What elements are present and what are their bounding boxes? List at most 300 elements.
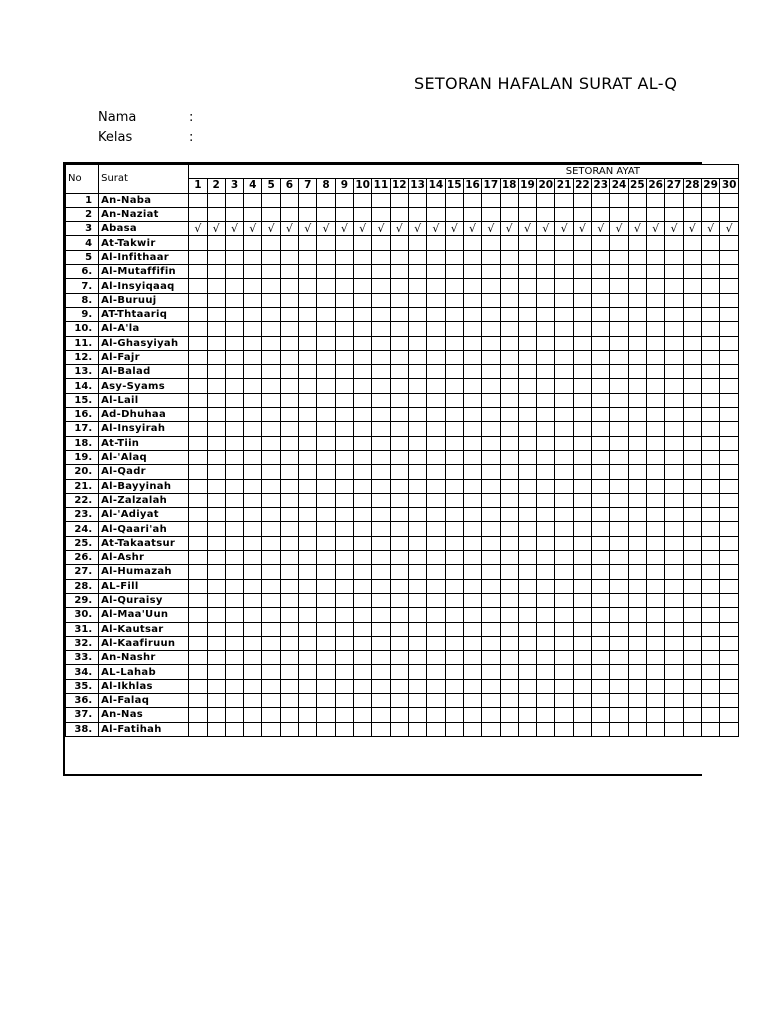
ayat-check-cell[interactable] <box>427 679 445 693</box>
ayat-check-cell[interactable] <box>518 293 536 307</box>
ayat-check-cell[interactable] <box>592 636 610 650</box>
ayat-check-cell[interactable] <box>500 608 518 622</box>
ayat-check-cell[interactable] <box>665 365 683 379</box>
ayat-check-cell[interactable] <box>665 379 683 393</box>
ayat-check-cell[interactable] <box>573 579 591 593</box>
ayat-check-cell[interactable] <box>335 679 353 693</box>
ayat-check-cell[interactable] <box>317 522 335 536</box>
ayat-check-cell[interactable] <box>592 536 610 550</box>
ayat-check-cell[interactable] <box>445 307 463 321</box>
ayat-check-cell[interactable]: √ <box>317 222 335 236</box>
ayat-check-cell[interactable] <box>354 293 372 307</box>
ayat-check-cell[interactable] <box>592 322 610 336</box>
ayat-check-cell[interactable] <box>500 693 518 707</box>
ayat-check-cell[interactable] <box>500 293 518 307</box>
ayat-check-cell[interactable] <box>225 379 243 393</box>
ayat-check-cell[interactable]: √ <box>482 222 500 236</box>
ayat-check-cell[interactable] <box>354 708 372 722</box>
ayat-check-cell[interactable] <box>500 265 518 279</box>
ayat-check-cell[interactable] <box>647 679 665 693</box>
ayat-check-cell[interactable] <box>482 193 500 207</box>
ayat-check-cell[interactable] <box>592 293 610 307</box>
ayat-check-cell[interactable] <box>463 536 481 550</box>
ayat-check-cell[interactable] <box>518 622 536 636</box>
ayat-check-cell[interactable] <box>189 722 207 736</box>
ayat-check-cell[interactable] <box>280 279 298 293</box>
ayat-check-cell[interactable] <box>720 579 739 593</box>
ayat-check-cell[interactable] <box>207 579 225 593</box>
ayat-check-cell[interactable] <box>463 422 481 436</box>
ayat-check-cell[interactable] <box>225 579 243 593</box>
ayat-check-cell[interactable] <box>500 722 518 736</box>
ayat-check-cell[interactable] <box>427 465 445 479</box>
ayat-check-cell[interactable] <box>518 551 536 565</box>
ayat-check-cell[interactable] <box>408 679 426 693</box>
ayat-check-cell[interactable] <box>555 565 573 579</box>
ayat-check-cell[interactable] <box>628 593 646 607</box>
ayat-check-cell[interactable] <box>628 565 646 579</box>
ayat-check-cell[interactable] <box>445 722 463 736</box>
ayat-check-cell[interactable] <box>354 265 372 279</box>
ayat-check-cell[interactable] <box>683 322 701 336</box>
ayat-check-cell[interactable] <box>335 436 353 450</box>
ayat-check-cell[interactable] <box>720 493 739 507</box>
ayat-check-cell[interactable] <box>701 293 719 307</box>
ayat-check-cell[interactable] <box>610 422 628 436</box>
ayat-check-cell[interactable] <box>592 236 610 250</box>
ayat-check-cell[interactable] <box>207 307 225 321</box>
ayat-check-cell[interactable] <box>299 565 317 579</box>
ayat-check-cell[interactable] <box>262 322 280 336</box>
ayat-check-cell[interactable] <box>537 365 555 379</box>
ayat-check-cell[interactable] <box>720 708 739 722</box>
ayat-check-cell[interactable] <box>189 450 207 464</box>
ayat-check-cell[interactable] <box>683 250 701 264</box>
ayat-check-cell[interactable] <box>518 636 536 650</box>
ayat-check-cell[interactable] <box>225 551 243 565</box>
ayat-check-cell[interactable] <box>335 522 353 536</box>
ayat-check-cell[interactable] <box>537 551 555 565</box>
ayat-check-cell[interactable] <box>390 622 408 636</box>
ayat-check-cell[interactable] <box>647 593 665 607</box>
ayat-check-cell[interactable] <box>518 479 536 493</box>
ayat-check-cell[interactable] <box>647 307 665 321</box>
ayat-check-cell[interactable] <box>244 636 262 650</box>
ayat-check-cell[interactable] <box>500 250 518 264</box>
ayat-check-cell[interactable] <box>354 422 372 436</box>
ayat-check-cell[interactable] <box>189 322 207 336</box>
ayat-check-cell[interactable] <box>610 565 628 579</box>
ayat-check-cell[interactable] <box>555 450 573 464</box>
ayat-check-cell[interactable] <box>463 436 481 450</box>
ayat-check-cell[interactable] <box>537 450 555 464</box>
ayat-check-cell[interactable] <box>573 593 591 607</box>
ayat-check-cell[interactable] <box>463 393 481 407</box>
ayat-check-cell[interactable] <box>701 393 719 407</box>
ayat-check-cell[interactable] <box>518 679 536 693</box>
ayat-check-cell[interactable] <box>317 307 335 321</box>
ayat-check-cell[interactable] <box>647 551 665 565</box>
ayat-check-cell[interactable] <box>189 307 207 321</box>
ayat-check-cell[interactable] <box>463 479 481 493</box>
ayat-check-cell[interactable] <box>592 379 610 393</box>
ayat-check-cell[interactable] <box>463 551 481 565</box>
ayat-check-cell[interactable] <box>701 679 719 693</box>
ayat-check-cell[interactable] <box>592 522 610 536</box>
ayat-check-cell[interactable]: √ <box>189 222 207 236</box>
ayat-check-cell[interactable] <box>408 493 426 507</box>
ayat-check-cell[interactable] <box>335 279 353 293</box>
ayat-check-cell[interactable] <box>372 422 390 436</box>
ayat-check-cell[interactable] <box>555 422 573 436</box>
ayat-check-cell[interactable] <box>427 408 445 422</box>
ayat-check-cell[interactable] <box>445 293 463 307</box>
ayat-check-cell[interactable] <box>720 393 739 407</box>
ayat-check-cell[interactable] <box>720 322 739 336</box>
ayat-check-cell[interactable] <box>482 250 500 264</box>
ayat-check-cell[interactable] <box>537 693 555 707</box>
ayat-check-cell[interactable] <box>244 265 262 279</box>
ayat-check-cell[interactable] <box>317 693 335 707</box>
ayat-check-cell[interactable] <box>207 565 225 579</box>
ayat-check-cell[interactable] <box>537 622 555 636</box>
ayat-check-cell[interactable] <box>317 336 335 350</box>
ayat-check-cell[interactable] <box>262 522 280 536</box>
ayat-check-cell[interactable] <box>482 207 500 221</box>
ayat-check-cell[interactable] <box>408 422 426 436</box>
ayat-check-cell[interactable] <box>244 679 262 693</box>
ayat-check-cell[interactable] <box>390 722 408 736</box>
ayat-check-cell[interactable]: √ <box>665 222 683 236</box>
ayat-check-cell[interactable] <box>372 408 390 422</box>
ayat-check-cell[interactable] <box>610 322 628 336</box>
ayat-check-cell[interactable] <box>463 636 481 650</box>
ayat-check-cell[interactable] <box>280 293 298 307</box>
ayat-check-cell[interactable] <box>500 593 518 607</box>
ayat-check-cell[interactable] <box>408 536 426 550</box>
ayat-check-cell[interactable] <box>482 636 500 650</box>
ayat-check-cell[interactable] <box>720 508 739 522</box>
ayat-check-cell[interactable] <box>427 651 445 665</box>
ayat-check-cell[interactable] <box>317 236 335 250</box>
ayat-check-cell[interactable] <box>408 307 426 321</box>
ayat-check-cell[interactable] <box>427 493 445 507</box>
ayat-check-cell[interactable] <box>500 207 518 221</box>
ayat-check-cell[interactable] <box>317 536 335 550</box>
ayat-check-cell[interactable] <box>555 522 573 536</box>
ayat-check-cell[interactable] <box>592 408 610 422</box>
ayat-check-cell[interactable] <box>573 265 591 279</box>
ayat-check-cell[interactable] <box>555 665 573 679</box>
ayat-check-cell[interactable] <box>427 665 445 679</box>
ayat-check-cell[interactable] <box>354 279 372 293</box>
ayat-check-cell[interactable] <box>647 622 665 636</box>
ayat-check-cell[interactable]: √ <box>537 222 555 236</box>
ayat-check-cell[interactable] <box>207 536 225 550</box>
ayat-check-cell[interactable] <box>225 336 243 350</box>
ayat-check-cell[interactable] <box>280 379 298 393</box>
ayat-check-cell[interactable] <box>372 207 390 221</box>
ayat-check-cell[interactable] <box>299 593 317 607</box>
ayat-check-cell[interactable] <box>592 436 610 450</box>
ayat-check-cell[interactable] <box>372 693 390 707</box>
ayat-check-cell[interactable] <box>390 236 408 250</box>
ayat-check-cell[interactable] <box>665 350 683 364</box>
ayat-check-cell[interactable] <box>225 679 243 693</box>
ayat-check-cell[interactable] <box>280 522 298 536</box>
ayat-check-cell[interactable] <box>207 436 225 450</box>
ayat-check-cell[interactable] <box>720 608 739 622</box>
ayat-check-cell[interactable] <box>317 379 335 393</box>
ayat-check-cell[interactable] <box>390 408 408 422</box>
ayat-check-cell[interactable] <box>701 693 719 707</box>
ayat-check-cell[interactable] <box>189 479 207 493</box>
ayat-check-cell[interactable] <box>354 193 372 207</box>
ayat-check-cell[interactable] <box>317 665 335 679</box>
ayat-check-cell[interactable] <box>720 408 739 422</box>
ayat-check-cell[interactable] <box>189 279 207 293</box>
ayat-check-cell[interactable] <box>189 565 207 579</box>
ayat-check-cell[interactable] <box>482 565 500 579</box>
ayat-check-cell[interactable] <box>372 236 390 250</box>
ayat-check-cell[interactable] <box>555 408 573 422</box>
ayat-check-cell[interactable] <box>647 393 665 407</box>
ayat-check-cell[interactable] <box>610 508 628 522</box>
ayat-check-cell[interactable] <box>335 365 353 379</box>
ayat-check-cell[interactable] <box>408 665 426 679</box>
ayat-check-cell[interactable] <box>518 336 536 350</box>
ayat-check-cell[interactable] <box>207 422 225 436</box>
ayat-check-cell[interactable] <box>592 365 610 379</box>
ayat-check-cell[interactable] <box>244 436 262 450</box>
ayat-check-cell[interactable] <box>207 193 225 207</box>
ayat-check-cell[interactable] <box>683 336 701 350</box>
ayat-check-cell[interactable] <box>573 408 591 422</box>
ayat-check-cell[interactable] <box>262 651 280 665</box>
ayat-check-cell[interactable] <box>628 408 646 422</box>
ayat-check-cell[interactable] <box>628 365 646 379</box>
ayat-check-cell[interactable] <box>189 408 207 422</box>
ayat-check-cell[interactable] <box>189 336 207 350</box>
ayat-check-cell[interactable] <box>354 365 372 379</box>
ayat-check-cell[interactable] <box>354 679 372 693</box>
ayat-check-cell[interactable] <box>592 508 610 522</box>
ayat-check-cell[interactable] <box>610 679 628 693</box>
ayat-check-cell[interactable] <box>427 536 445 550</box>
ayat-check-cell[interactable] <box>408 593 426 607</box>
ayat-check-cell[interactable] <box>610 722 628 736</box>
ayat-check-cell[interactable] <box>280 365 298 379</box>
ayat-check-cell[interactable] <box>280 651 298 665</box>
ayat-check-cell[interactable] <box>390 693 408 707</box>
ayat-check-cell[interactable] <box>408 379 426 393</box>
ayat-check-cell[interactable]: √ <box>592 222 610 236</box>
ayat-check-cell[interactable] <box>463 236 481 250</box>
ayat-check-cell[interactable]: √ <box>683 222 701 236</box>
ayat-check-cell[interactable] <box>189 579 207 593</box>
ayat-check-cell[interactable] <box>408 479 426 493</box>
ayat-check-cell[interactable] <box>555 622 573 636</box>
ayat-check-cell[interactable] <box>592 250 610 264</box>
ayat-check-cell[interactable] <box>628 207 646 221</box>
ayat-check-cell[interactable] <box>427 265 445 279</box>
ayat-check-cell[interactable] <box>647 265 665 279</box>
ayat-check-cell[interactable] <box>500 651 518 665</box>
ayat-check-cell[interactable] <box>299 436 317 450</box>
ayat-check-cell[interactable] <box>555 579 573 593</box>
ayat-check-cell[interactable] <box>372 479 390 493</box>
ayat-check-cell[interactable] <box>189 265 207 279</box>
ayat-check-cell[interactable] <box>537 522 555 536</box>
ayat-check-cell[interactable] <box>555 722 573 736</box>
ayat-check-cell[interactable] <box>665 508 683 522</box>
ayat-check-cell[interactable] <box>427 250 445 264</box>
ayat-check-cell[interactable] <box>372 651 390 665</box>
ayat-check-cell[interactable] <box>445 422 463 436</box>
ayat-check-cell[interactable] <box>610 379 628 393</box>
ayat-check-cell[interactable] <box>335 579 353 593</box>
ayat-check-cell[interactable] <box>445 250 463 264</box>
ayat-check-cell[interactable] <box>354 450 372 464</box>
ayat-check-cell[interactable] <box>537 593 555 607</box>
ayat-check-cell[interactable] <box>207 207 225 221</box>
ayat-check-cell[interactable] <box>354 336 372 350</box>
ayat-check-cell[interactable] <box>610 279 628 293</box>
ayat-check-cell[interactable] <box>427 322 445 336</box>
ayat-check-cell[interactable] <box>500 493 518 507</box>
ayat-check-cell[interactable] <box>647 579 665 593</box>
ayat-check-cell[interactable] <box>518 450 536 464</box>
ayat-check-cell[interactable] <box>610 593 628 607</box>
ayat-check-cell[interactable] <box>427 293 445 307</box>
ayat-check-cell[interactable] <box>628 436 646 450</box>
ayat-check-cell[interactable] <box>189 636 207 650</box>
ayat-check-cell[interactable] <box>189 393 207 407</box>
ayat-check-cell[interactable] <box>225 408 243 422</box>
ayat-check-cell[interactable] <box>463 408 481 422</box>
ayat-check-cell[interactable] <box>299 207 317 221</box>
ayat-check-cell[interactable]: √ <box>299 222 317 236</box>
ayat-check-cell[interactable] <box>427 307 445 321</box>
ayat-check-cell[interactable] <box>573 250 591 264</box>
ayat-check-cell[interactable] <box>189 422 207 436</box>
ayat-check-cell[interactable] <box>592 336 610 350</box>
ayat-check-cell[interactable] <box>628 636 646 650</box>
ayat-check-cell[interactable] <box>317 408 335 422</box>
ayat-check-cell[interactable] <box>537 579 555 593</box>
ayat-check-cell[interactable] <box>610 293 628 307</box>
ayat-check-cell[interactable] <box>445 651 463 665</box>
ayat-check-cell[interactable]: √ <box>244 222 262 236</box>
ayat-check-cell[interactable] <box>537 336 555 350</box>
ayat-check-cell[interactable] <box>592 479 610 493</box>
ayat-check-cell[interactable] <box>537 665 555 679</box>
ayat-check-cell[interactable] <box>225 265 243 279</box>
ayat-check-cell[interactable] <box>720 207 739 221</box>
ayat-check-cell[interactable] <box>463 693 481 707</box>
ayat-check-cell[interactable] <box>592 193 610 207</box>
ayat-check-cell[interactable] <box>555 293 573 307</box>
ayat-check-cell[interactable] <box>555 479 573 493</box>
ayat-check-cell[interactable] <box>390 250 408 264</box>
ayat-check-cell[interactable] <box>390 551 408 565</box>
ayat-check-cell[interactable] <box>537 651 555 665</box>
ayat-check-cell[interactable] <box>299 265 317 279</box>
ayat-check-cell[interactable] <box>573 508 591 522</box>
ayat-check-cell[interactable] <box>647 636 665 650</box>
ayat-check-cell[interactable] <box>335 665 353 679</box>
ayat-check-cell[interactable] <box>390 651 408 665</box>
ayat-check-cell[interactable] <box>647 436 665 450</box>
ayat-check-cell[interactable] <box>500 307 518 321</box>
ayat-check-cell[interactable] <box>647 293 665 307</box>
ayat-check-cell[interactable] <box>354 465 372 479</box>
ayat-check-cell[interactable] <box>390 636 408 650</box>
ayat-check-cell[interactable] <box>280 236 298 250</box>
ayat-check-cell[interactable] <box>683 293 701 307</box>
ayat-check-cell[interactable] <box>280 422 298 436</box>
ayat-check-cell[interactable] <box>335 622 353 636</box>
ayat-check-cell[interactable] <box>225 350 243 364</box>
ayat-check-cell[interactable] <box>280 322 298 336</box>
ayat-check-cell[interactable] <box>701 379 719 393</box>
ayat-check-cell[interactable]: √ <box>500 222 518 236</box>
ayat-check-cell[interactable] <box>408 279 426 293</box>
ayat-check-cell[interactable] <box>463 279 481 293</box>
ayat-check-cell[interactable] <box>299 393 317 407</box>
ayat-check-cell[interactable] <box>500 408 518 422</box>
ayat-check-cell[interactable] <box>262 508 280 522</box>
ayat-check-cell[interactable] <box>354 608 372 622</box>
ayat-check-cell[interactable] <box>189 207 207 221</box>
ayat-check-cell[interactable] <box>427 565 445 579</box>
ayat-check-cell[interactable] <box>244 593 262 607</box>
ayat-check-cell[interactable] <box>518 307 536 321</box>
ayat-check-cell[interactable] <box>427 479 445 493</box>
ayat-check-cell[interactable] <box>592 265 610 279</box>
ayat-check-cell[interactable] <box>244 336 262 350</box>
ayat-check-cell[interactable] <box>628 422 646 436</box>
ayat-check-cell[interactable] <box>427 608 445 622</box>
ayat-check-cell[interactable] <box>555 250 573 264</box>
ayat-check-cell[interactable] <box>720 279 739 293</box>
ayat-check-cell[interactable] <box>683 350 701 364</box>
ayat-check-cell[interactable] <box>720 436 739 450</box>
ayat-check-cell[interactable] <box>683 608 701 622</box>
ayat-check-cell[interactable] <box>207 693 225 707</box>
ayat-check-cell[interactable] <box>701 193 719 207</box>
ayat-check-cell[interactable] <box>335 393 353 407</box>
ayat-check-cell[interactable] <box>500 708 518 722</box>
ayat-check-cell[interactable] <box>537 422 555 436</box>
ayat-check-cell[interactable]: √ <box>335 222 353 236</box>
ayat-check-cell[interactable] <box>683 422 701 436</box>
ayat-check-cell[interactable] <box>390 479 408 493</box>
ayat-check-cell[interactable] <box>463 579 481 593</box>
ayat-check-cell[interactable] <box>427 236 445 250</box>
ayat-check-cell[interactable] <box>701 265 719 279</box>
ayat-check-cell[interactable] <box>445 622 463 636</box>
ayat-check-cell[interactable] <box>482 608 500 622</box>
ayat-check-cell[interactable] <box>573 450 591 464</box>
ayat-check-cell[interactable] <box>555 436 573 450</box>
ayat-check-cell[interactable] <box>225 436 243 450</box>
ayat-check-cell[interactable] <box>537 479 555 493</box>
ayat-check-cell[interactable] <box>610 207 628 221</box>
ayat-check-cell[interactable] <box>372 193 390 207</box>
ayat-check-cell[interactable] <box>482 450 500 464</box>
ayat-check-cell[interactable] <box>555 636 573 650</box>
